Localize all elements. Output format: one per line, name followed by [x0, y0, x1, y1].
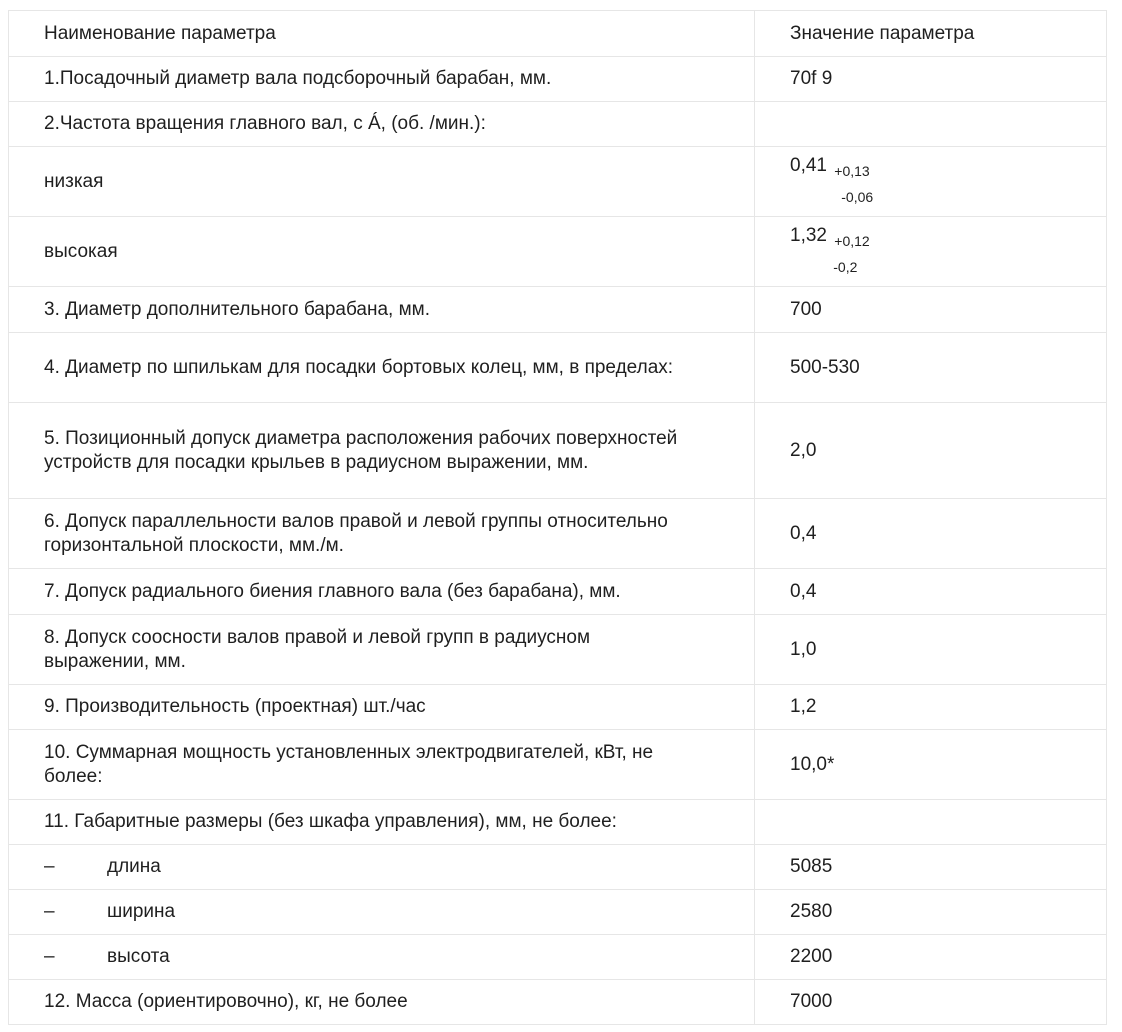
table-row [9, 730, 1107, 800]
parameter-name: 10. Суммарная мощность установленных электродвигателей, кВт, не более: [9, 730, 755, 800]
parameter-name: низкая [9, 147, 755, 217]
list-dash: – [44, 901, 55, 922]
parameter-name: 12. Масса (ориентировочно), кг, не более [9, 980, 755, 1025]
tolerance [832, 233, 882, 279]
parameter-value: 0,4 [755, 499, 1107, 569]
table-row [9, 980, 1107, 1025]
parameter-value: 70f 9 [755, 57, 1107, 102]
parameter-name: 6. Допуск параллельности валов правой и левой группы относительно горизонтальной плоскости, мм./м. [9, 499, 755, 569]
parameter-name: 4. Диаметр по шпилькам для посадки бортовых колец, мм, в пределах: [9, 333, 755, 403]
sub-parameter-label: высота [107, 946, 170, 967]
parameter-name-sub [9, 935, 755, 980]
table-row [9, 890, 1107, 935]
parameter-value: 7000 [755, 980, 1107, 1025]
parameter-name: 7. Допуск радиального биения главного вала (без барабана), мм. [9, 569, 755, 615]
table-row [9, 147, 1107, 217]
table-row [9, 333, 1107, 403]
sub-parameter-label: ширина [107, 901, 176, 922]
table-row [9, 499, 1107, 569]
parameter-value-with-tolerance [755, 147, 1107, 217]
table-row [9, 845, 1107, 890]
table-row [9, 800, 1107, 845]
parameter-name: 8. Допуск соосности валов правой и левой групп в радиусном выражении, мм. [9, 615, 755, 685]
parameter-value: 0,4 [755, 569, 1107, 615]
parameter-name: 2.Частота вращения главного вал, с Á, (об. /мин.): [9, 102, 755, 147]
parameter-name-sub [9, 890, 755, 935]
table-row [9, 569, 1107, 615]
tolerance-lower: -0,06 [841, 189, 874, 205]
parameter-name-sub [9, 845, 755, 890]
tolerance-upper: +0,12 [834, 233, 870, 249]
table-row [9, 615, 1107, 685]
table-row [9, 57, 1107, 102]
table-row [9, 685, 1107, 730]
parameter-value: 10,0* [755, 730, 1107, 800]
parameter-value [755, 800, 1107, 845]
parameter-name: 1.Посадочный диаметр вала подсборочный барабан, мм. [9, 57, 755, 102]
parameter-name: высокая [9, 217, 755, 287]
table-row [9, 217, 1107, 287]
table-row [9, 403, 1107, 499]
table-row [9, 102, 1107, 147]
parameter-name: 3. Диаметр дополнительного барабана, мм. [9, 287, 755, 333]
parameter-name: 9. Производительность (проектная) шт./час [9, 685, 755, 730]
parameter-value: 1,2 [755, 685, 1107, 730]
table-row [9, 935, 1107, 980]
tolerance-upper: +0,13 [834, 163, 870, 179]
header-parameter-value: Значение параметра [755, 11, 1107, 57]
parameter-value: 2580 [755, 890, 1107, 935]
table-row [9, 287, 1107, 333]
list-dash: – [44, 946, 55, 967]
parameter-name: 5. Позиционный допуск диаметра расположения рабочих поверхностей устройств для посадки крыльев в радиусном выражении, мм. [9, 403, 755, 499]
table-header-row [9, 11, 1107, 57]
nominal-value: 1,32 [790, 225, 827, 246]
parameter-value: 1,0 [755, 615, 1107, 685]
parameter-name: 11. Габаритные размеры (без шкафа управления), мм, не более: [9, 800, 755, 845]
parameter-value: 2,0 [755, 403, 1107, 499]
list-dash: – [44, 856, 55, 877]
parameter-value-with-tolerance [755, 217, 1107, 287]
parameters-table [8, 10, 1107, 1025]
parameter-value [755, 102, 1107, 147]
sub-parameter-label: длина [107, 856, 161, 877]
tolerance-lower: -0,2 [833, 259, 858, 275]
parameter-value: 5085 [755, 845, 1107, 890]
tolerance [832, 163, 882, 209]
parameter-value: 2200 [755, 935, 1107, 980]
header-parameter-name: Наименование параметра [9, 11, 755, 57]
nominal-value: 0,41 [790, 155, 827, 176]
parameter-value: 500-530 [755, 333, 1107, 403]
parameter-value: 700 [755, 287, 1107, 333]
